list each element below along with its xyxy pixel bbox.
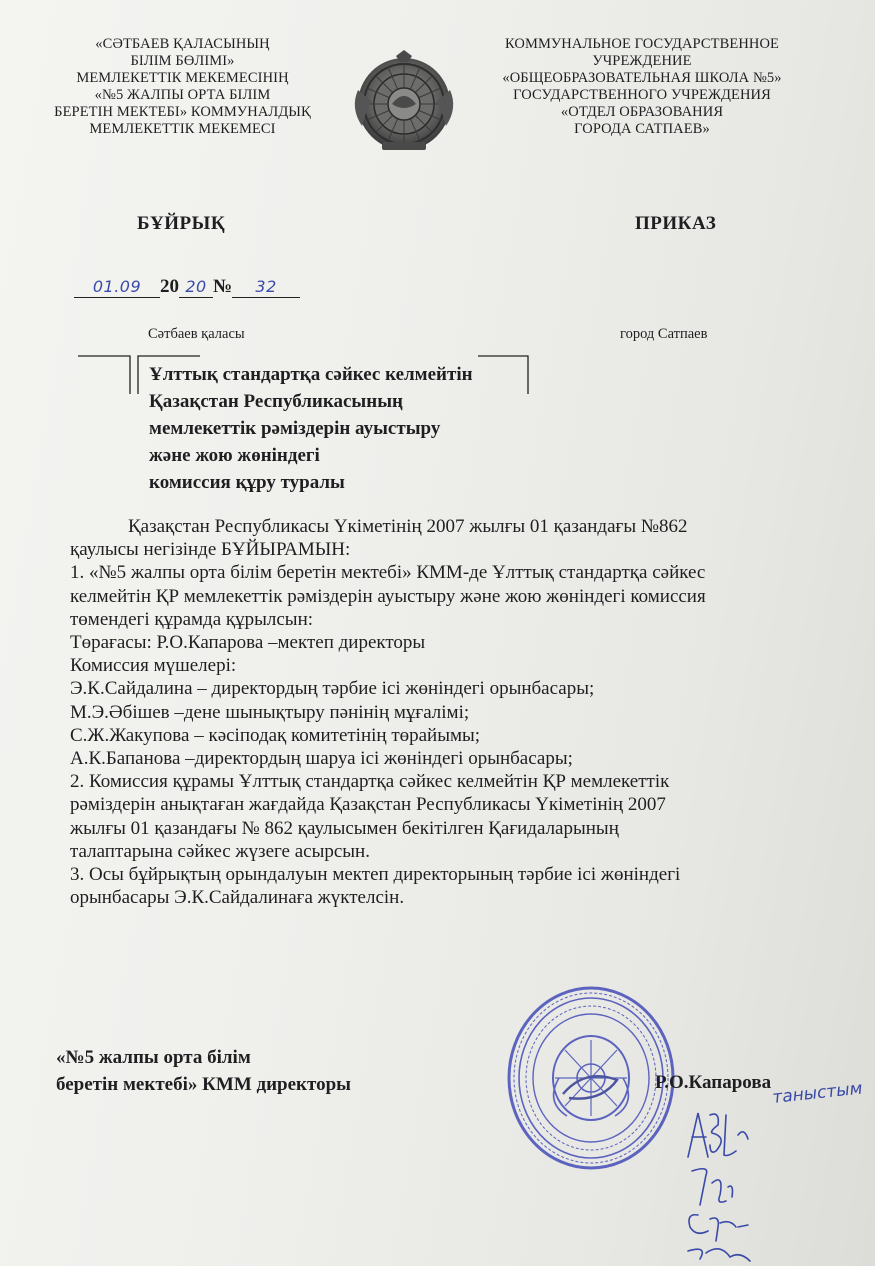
header-kz-line: БЕРЕТІН МЕКТЕБІ» КОММУНАЛДЫҚ <box>54 104 311 120</box>
handwritten-note: таныстым <box>771 1078 864 1108</box>
body-line: талаптарына сәйкес жүзеге асырсын. <box>70 840 370 862</box>
subject-line: мемлекеттік рәміздерін ауыстыру <box>149 418 441 439</box>
order-year-handwritten: 20 <box>179 277 213 298</box>
body-line: Комиссия мүшелері: <box>70 655 237 677</box>
header-kz-line: «№5 ЖАЛПЫ ОРТА БІЛІМ <box>94 87 271 103</box>
body-line: жылғы 01 қазандағы № 862 қаулысымен бекітілген Қағидаларының <box>70 817 619 839</box>
subject-line: комиссия құру туралы <box>149 472 345 493</box>
director-name: Р.О.Капарова <box>655 1072 772 1093</box>
handwritten-signatures-icon <box>560 1055 875 1266</box>
header-kz-line: «СӘТБАЕВ ҚАЛАСЫНЫҢ <box>95 36 270 52</box>
body-line: төмендегі құрамда құрылсын: <box>70 608 314 630</box>
order-title-ru: ПРИКАЗ <box>635 213 717 234</box>
body-line: келмейтін ҚР мемлекеттік рәміздерін ауыстыру және жою жөніндегі комиссия <box>70 585 706 607</box>
order-body <box>70 515 706 909</box>
header-ru-line: КОММУНАЛЬНОЕ ГОСУДАРСТВЕННОЕ <box>504 36 780 52</box>
signature-position-line: «№5 жалпы орта білім <box>56 1047 251 1068</box>
body-line: Қазақстан Республикасы Үкіметінің 2007 жылғы 01 қазандағы №862 <box>128 516 688 537</box>
body-line: Төрағасы: Р.О.Капарова –мектеп директоры <box>70 632 426 654</box>
body-line: рәміздерін анықтаған жағдайда Қазақстан Республикасы Үкіметінің 2007 <box>70 794 666 816</box>
header-ru-line: «ОТДЕЛ ОБРАЗОВАНИЯ <box>560 104 724 120</box>
body-line: қаулысы негізінде БҰЙЫРАМЫН: <box>70 539 351 561</box>
header-kz-line: МЕМЛЕКЕТТІК МЕКЕМЕСІ <box>89 121 276 137</box>
body-line: А.К.Бапанова –директордың шаруа ісі жөніндегі орынбасары; <box>70 748 573 770</box>
subject-brackets <box>0 0 875 400</box>
header-ru-line: ГОРОДА САТПАЕВ» <box>574 121 710 137</box>
body-line: М.Э.Әбішев –дене шынықтыру пәнінің мұғалімі; <box>70 701 470 723</box>
body-line: 2. Комиссия құрамы Ұлттық стандартқа сәйкес келмейтін ҚР мемлекеттік <box>70 771 670 793</box>
subject-line: және жою жөніндегі <box>149 445 320 466</box>
subject-line: Қазақстан Республикасының <box>149 391 403 412</box>
signature-position <box>56 1044 351 1098</box>
order-date-handwritten: 01.09 <box>74 277 160 298</box>
order-title-kz: БҰЙРЫҚ <box>137 213 226 234</box>
order-subject <box>149 361 473 496</box>
body-line: С.Ж.Жакупова – кәсіподақ комитетінің төрайымы; <box>70 724 481 746</box>
city-kz: Сәтбаев қаласы <box>148 326 245 342</box>
order-number-handwritten: 32 <box>232 277 300 298</box>
body-line: Э.К.Сайдалина – директордың тәрбие ісі жөніндегі орынбасары; <box>70 678 595 700</box>
body-line: 1. «№5 жалпы орта білім беретін мектебі» КММ-де Ұлттық стандартқа сәйкес <box>70 562 706 584</box>
header-kz-line: МЕМЛЕКЕТТІК МЕКЕМЕСІНІҢ <box>76 70 289 86</box>
header-ru-line: УЧРЕЖДЕНИЕ <box>592 53 692 69</box>
body-line: 3. Осы бұйрықтың орындалуын мектеп директорының тәрбие ісі жөніндегі <box>70 864 681 886</box>
order-number-sign: № <box>213 276 233 297</box>
city-ru: город Сатпаев <box>620 326 708 342</box>
signature-position-line: беретін мектебі» КММ директоры <box>56 1074 351 1095</box>
subject-line: Ұлттық стандартқа сәйкес келмейтін <box>149 364 473 385</box>
header-kz-line: БІЛІМ БӨЛІМІ» <box>130 53 235 69</box>
body-line: орынбасары Э.К.Сайдалинаға жүктелсін. <box>70 887 405 909</box>
order-year-prefix: 20 <box>160 276 179 297</box>
header-ru-line: «ОБЩЕОБРАЗОВАТЕЛЬНАЯ ШКОЛА №5» <box>502 70 782 86</box>
header-ru-line: ГОСУДАРСТВЕННОГО УЧРЕЖДЕНИЯ <box>513 87 771 103</box>
